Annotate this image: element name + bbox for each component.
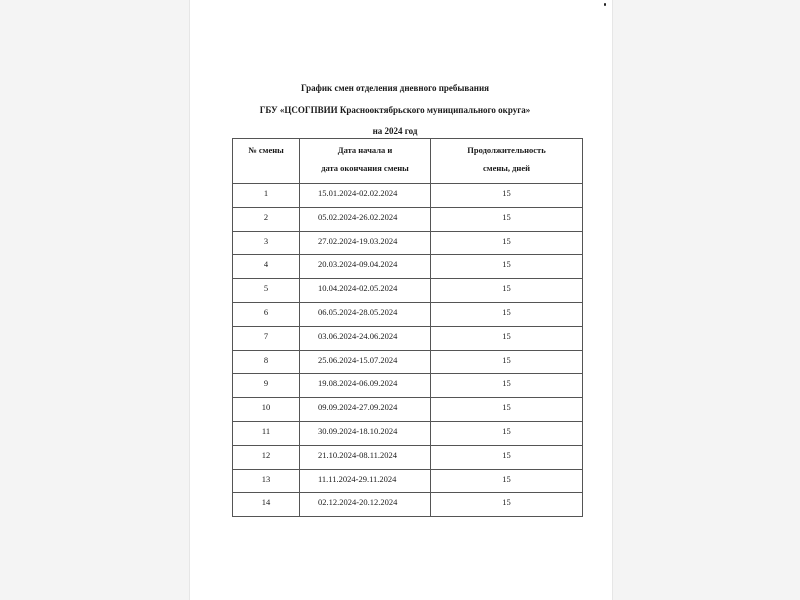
cell-duration: 15 [431, 493, 583, 517]
cell-duration: 15 [431, 326, 583, 350]
table-row [233, 231, 583, 255]
cell-shift-number: 12 [233, 445, 300, 469]
cell-shift-number: 11 [233, 421, 300, 445]
table-row [233, 421, 583, 445]
cell-duration: 15 [431, 279, 583, 303]
header-dates: Дата начала и дата окончания смены [300, 139, 431, 184]
table-row [233, 255, 583, 279]
cell-shift-number: 3 [233, 231, 300, 255]
cell-shift-number: 14 [233, 493, 300, 517]
cell-dates: 09.09.2024-27.09.2024 [300, 398, 431, 422]
table-row [233, 445, 583, 469]
cell-duration: 15 [431, 207, 583, 231]
table-row [233, 469, 583, 493]
cell-shift-number: 5 [233, 279, 300, 303]
cell-dates: 19.08.2024-06.09.2024 [300, 374, 431, 398]
table-header-row [233, 139, 583, 184]
cell-dates: 27.02.2024-19.03.2024 [300, 231, 431, 255]
cell-dates: 06.05.2024-28.05.2024 [300, 302, 431, 326]
cell-dates: 21.10.2024-08.11.2024 [300, 445, 431, 469]
document-organization: ГБУ «ЦСОГПВИИ Краснооктябрьского муниципального округа» [259, 105, 531, 115]
table-row [233, 493, 583, 517]
cell-shift-number: 4 [233, 255, 300, 279]
cell-shift-number: 1 [233, 184, 300, 208]
cell-shift-number: 9 [233, 374, 300, 398]
cell-dates: 20.03.2024-09.04.2024 [300, 255, 431, 279]
cell-shift-number: 7 [233, 326, 300, 350]
cell-shift-number: 8 [233, 350, 300, 374]
cell-shift-number: 13 [233, 469, 300, 493]
header-duration: Продолжительность смены, дней [431, 139, 583, 184]
cell-dates: 10.04.2024-02.05.2024 [300, 279, 431, 303]
scan-speck [604, 3, 606, 6]
document-year: на 2024 год [372, 126, 418, 136]
table-row [233, 207, 583, 231]
cell-shift-number: 10 [233, 398, 300, 422]
cell-duration: 15 [431, 421, 583, 445]
document-page [190, 0, 612, 600]
table-row [233, 279, 583, 303]
cell-duration: 15 [431, 469, 583, 493]
cell-dates: 02.12.2024-20.12.2024 [300, 493, 431, 517]
cell-dates: 25.06.2024-15.07.2024 [300, 350, 431, 374]
cell-dates: 15.01.2024-02.02.2024 [300, 184, 431, 208]
cell-duration: 15 [431, 184, 583, 208]
table-row [233, 302, 583, 326]
cell-shift-number: 2 [233, 207, 300, 231]
cell-duration: 15 [431, 302, 583, 326]
cell-duration: 15 [431, 445, 583, 469]
cell-duration: 15 [431, 350, 583, 374]
cell-shift-number: 6 [233, 302, 300, 326]
cell-duration: 15 [431, 398, 583, 422]
cell-dates: 03.06.2024-24.06.2024 [300, 326, 431, 350]
table-row [233, 398, 583, 422]
shift-schedule-table [232, 138, 583, 517]
table-row [233, 374, 583, 398]
cell-duration: 15 [431, 255, 583, 279]
cell-dates: 05.02.2024-26.02.2024 [300, 207, 431, 231]
cell-duration: 15 [431, 374, 583, 398]
cell-duration: 15 [431, 231, 583, 255]
table-row [233, 350, 583, 374]
cell-dates: 11.11.2024-29.11.2024 [300, 469, 431, 493]
document-title: График смен отделения дневного пребывания [300, 83, 490, 93]
table-row [233, 326, 583, 350]
cell-dates: 30.09.2024-18.10.2024 [300, 421, 431, 445]
header-shift-number: № смены [233, 139, 300, 184]
table-row [233, 184, 583, 208]
